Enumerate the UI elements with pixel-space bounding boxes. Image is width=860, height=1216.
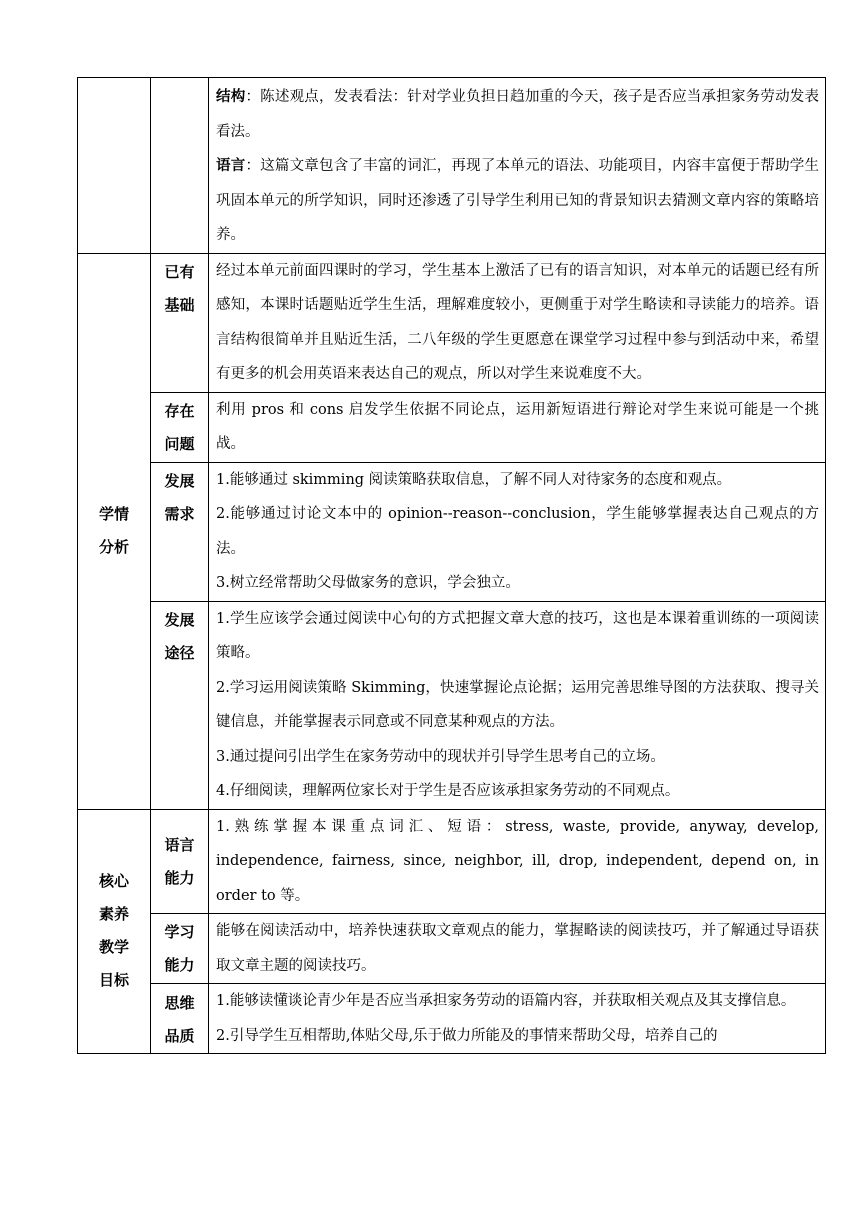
- sub-label-line: 途径: [164, 643, 195, 662]
- sub-label-needs: [151, 462, 209, 601]
- basis-content: [209, 253, 826, 392]
- list-item: 2.学习运用阅读策略 Skimming，快速掌握论点论据；运用完善思维导图的方法获取、搜寻关键信息，并能掌握表示同意或不同意某种观点的方法。: [216, 679, 819, 730]
- language-text: ：这篇文章包含了丰富的词汇，再现了本单元的语法、功能项目，内容丰富便于帮助学生巩固本单元的所学知识，同时还渗透了引导学生利用已知的背景知识去猜测文章内容的策略培养。: [216, 158, 820, 243]
- sub-label-paths: [151, 601, 209, 809]
- structure-paragraph: [216, 80, 819, 149]
- sub-label-line: 能力: [164, 869, 195, 888]
- empty-cell: [151, 78, 209, 254]
- list-item: 1.能够读懂谈论青少年是否应当承担家务劳动的语篇内容，并获取相关观点及其支撑信息。: [216, 993, 796, 1009]
- section-label-line: 素养: [98, 905, 129, 924]
- empty-cell: [78, 78, 151, 254]
- problems-text: 利用 pros 和 cons 启发学生依据不同论点，运用新短语进行辩论对学生来说可能是一个挑战。: [216, 401, 819, 452]
- list-item: 1.学生应该学会通过阅读中心句的方式把握文章大意的技巧，这也是本课着重训练的一项阅读策略。: [216, 610, 819, 661]
- section-label-line: 目标: [98, 971, 129, 990]
- section-label-line: 分析: [98, 538, 129, 556]
- sub-label-line: 思维: [164, 993, 195, 1012]
- sub-label-thinking-quality: [151, 984, 209, 1054]
- sub-label-learning-ability: [151, 914, 209, 984]
- table-row-paths: [78, 601, 826, 809]
- structure-text: ：陈述观点，发表看法：针对学业负担日趋加重的今天，孩子是否应当承担家务劳动发表看法。: [216, 89, 820, 140]
- section-label-student-analysis: [78, 253, 151, 809]
- section-label-line: 学情: [98, 505, 129, 523]
- list-item: 2.能够通过讨论文本中的 opinion--reason--conclusion，学生能够掌握表达自己观点的方法。: [216, 506, 819, 557]
- list-item: 3.通过提问引出学生在家务劳动中的现状并引导学生思考自己的立场。: [216, 748, 665, 765]
- table-row-thinking-quality: [78, 984, 826, 1054]
- language-paragraph: [216, 149, 819, 253]
- list-item: 1.能够通过 skimming 阅读策略获取信息，了解不同人对待家务的态度和观点。: [216, 471, 732, 488]
- list-item: 4.仔细阅读，理解两位家长对于学生是否应该承担家务劳动的不同观点。: [216, 783, 680, 799]
- sub-label-language-ability: [151, 809, 209, 914]
- list-item: 2.引导学生互相帮助,体贴父母,乐于做力所能及的事情来帮助父母，培养自己的: [216, 1027, 718, 1044]
- thinking-quality-content: [209, 984, 826, 1054]
- sub-label-line: 语言: [164, 836, 195, 855]
- table-row-basis: [78, 253, 826, 392]
- problems-content: [209, 392, 826, 462]
- language-ability-content: [209, 809, 826, 914]
- list-item: 3.树立经常帮助父母做家务的意识，学会独立。: [216, 575, 520, 591]
- section-label-core-goals: [78, 809, 151, 1054]
- sub-label-line: 能力: [164, 956, 195, 974]
- table-row-learning-ability: [78, 914, 826, 984]
- paths-content: [209, 601, 826, 809]
- sub-label-line: 发展: [164, 610, 195, 629]
- lesson-plan-table: [77, 77, 826, 1054]
- section-label-line: 教学: [98, 938, 129, 957]
- table-row-problems: [78, 392, 826, 462]
- table-row-needs: [78, 462, 826, 601]
- table-row-text-analysis: [78, 78, 826, 254]
- learning-ability-content: [209, 914, 826, 984]
- sub-label-line: 发展: [164, 471, 195, 490]
- sub-label-line: 需求: [164, 504, 195, 523]
- sub-label-line: 存在: [164, 401, 195, 420]
- needs-content: [209, 462, 826, 601]
- sub-label-line: 基础: [164, 295, 195, 314]
- language-label: 语言: [216, 158, 246, 174]
- sub-label-basis: [151, 253, 209, 392]
- structure-label: 结构: [216, 89, 246, 105]
- sub-label-line: 已有: [164, 262, 195, 281]
- language-ability-text: 1.熟练掌握本课重点词汇、短语：stress, waste, provide, anyway, develop, independence, fairness, since, neighbor, ill, drop, independent, depend on, in order to 等。: [216, 818, 819, 904]
- sub-label-line: 品质: [164, 1026, 195, 1045]
- sub-label-line: 问题: [164, 434, 195, 453]
- sub-label-line: 学习: [164, 923, 195, 941]
- basis-text: 经过本单元前面四课时的学习，学生基本上激活了已有的语言知识，对本单元的话题已经有所感知，本课时话题贴近学生生活，理解难度较小，更侧重于对学生略读和寻读能力的培养。语言结构很简单并且贴近生活，二八年级的学生更愿意在课堂学习过程中参与到活动中来，希望有更多的机会用英语来表达自己的观点，所以对学生来说难度不大。: [216, 262, 819, 382]
- text-analysis-cell: [209, 78, 826, 254]
- learning-ability-text: 能够在阅读活动中，培养快速获取文章观点的能力，掌握略读的阅读技巧，并了解通过导语获取文章主题的阅读技巧。: [216, 923, 819, 974]
- table-row-language-ability: [78, 809, 826, 914]
- section-label-line: 核心: [98, 872, 129, 891]
- sub-label-problems: [151, 392, 209, 462]
